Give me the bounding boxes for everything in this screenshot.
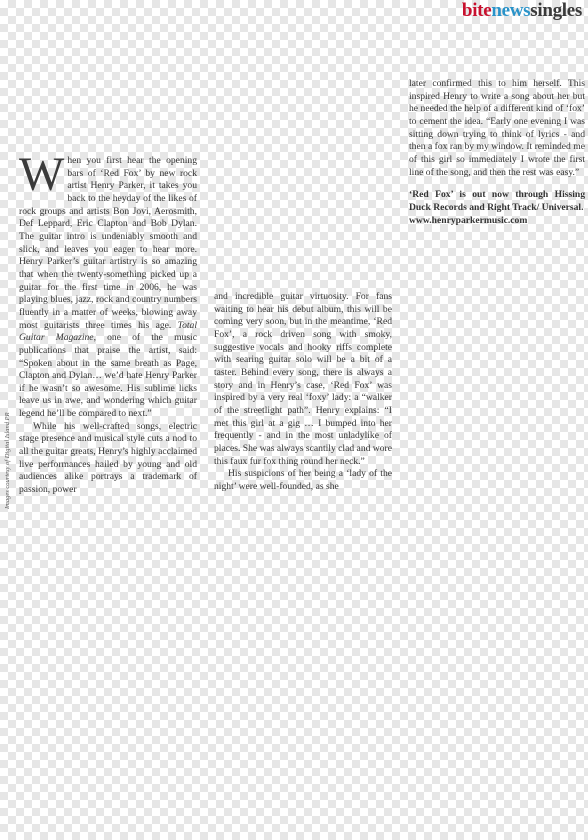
paragraph-4: His suspicions of her being a ‘lady of the night’ were well-founded, as she	[214, 468, 392, 492]
drop-cap: W	[19, 148, 65, 201]
release-info: ‘Red Fox’ is out now through Hissing Duck Records and Right Track/ Universal.	[409, 189, 585, 213]
masthead-singles: singles	[530, 0, 582, 21]
article-column-3	[409, 78, 585, 227]
magazine-name: Total Guitar Magazine	[19, 319, 197, 344]
paragraph-1-text-a: hen you first hear the opening bars of ‘Red Fox’ by new rock artist Henry Parker, it takes you back to the heyday of the likes of rock groups and artists Bon Jovi, Aerosmith, Def Leppard, Eric Clapton and Bob Dylan. The guitar intro is undeniably smooth and slick, and leaves you eager to hear more. Henry Parker’s guitar artistry is so amazing that when the twenty-something picked up a guitar for the first time in 2006, he was playing blues, jazz, rock and country numbers fluently in a matter of weeks, blowing away most guitarists three times his age.	[19, 155, 197, 331]
masthead-news: news	[491, 0, 531, 21]
paragraph-5: later confirmed this to him herself. This inspired Henry to write a song about her but he needed the help of a different kind of ‘fox’ to cement the idea. “Early one evening I was sitting down trying to think of lyrics - and then a fox ran by my window. It reminded me of this girl so immediately I wrote the first line of the song, and then the rest was easy.”	[409, 78, 585, 178]
paragraph-1-text-b: , one of the music publications that praise the artist, said: “Spoken about in the same breath as Page, Clapton and Dylan… we’d hate Henry Parker if he wasn’t so awesome. His sublime licks leave us in awe, and wondering which guitar legend he’ll be compared to next.”	[19, 332, 197, 420]
article-column-2	[214, 291, 392, 494]
paragraph-1	[19, 148, 197, 421]
image-credit: Images courtesy of Digital Island PR	[4, 412, 11, 509]
article-column-1	[19, 148, 197, 497]
masthead-logo	[462, 0, 582, 22]
masthead-bite: bite	[461, 0, 492, 21]
paragraph-3: and incredible guitar virtuosity. For fans waiting to hear his debut album, this will be coming very soon, but in the meantime, ‘Red Fox’, a rock driven song with smoky, suggestive vocals and hooky riffs complete with searing guitar solo will be a bit of a taster. Behind every song, there is always a story and in Henry’s case, ‘Red Fox’ was inspired by a very real ‘foxy’ lady: a “walker of the streetlight path”. Henry explains: “I met this girl at a gig … I bumped into her frequently - and in the most unladylike of places. She was always scantily clad and wore this faux fur fox thing round her neck.”	[214, 291, 392, 467]
paragraph-2: While his well-crafted songs, electric stage presence and musical style cuts a nod to all the guitar greats, Henry’s highly acclaimed live performances hailed by young and old audiences alike portrays a trademark of passion, power	[19, 420, 197, 496]
website-link[interactable]: www.henryparkermusic.com	[409, 214, 528, 226]
